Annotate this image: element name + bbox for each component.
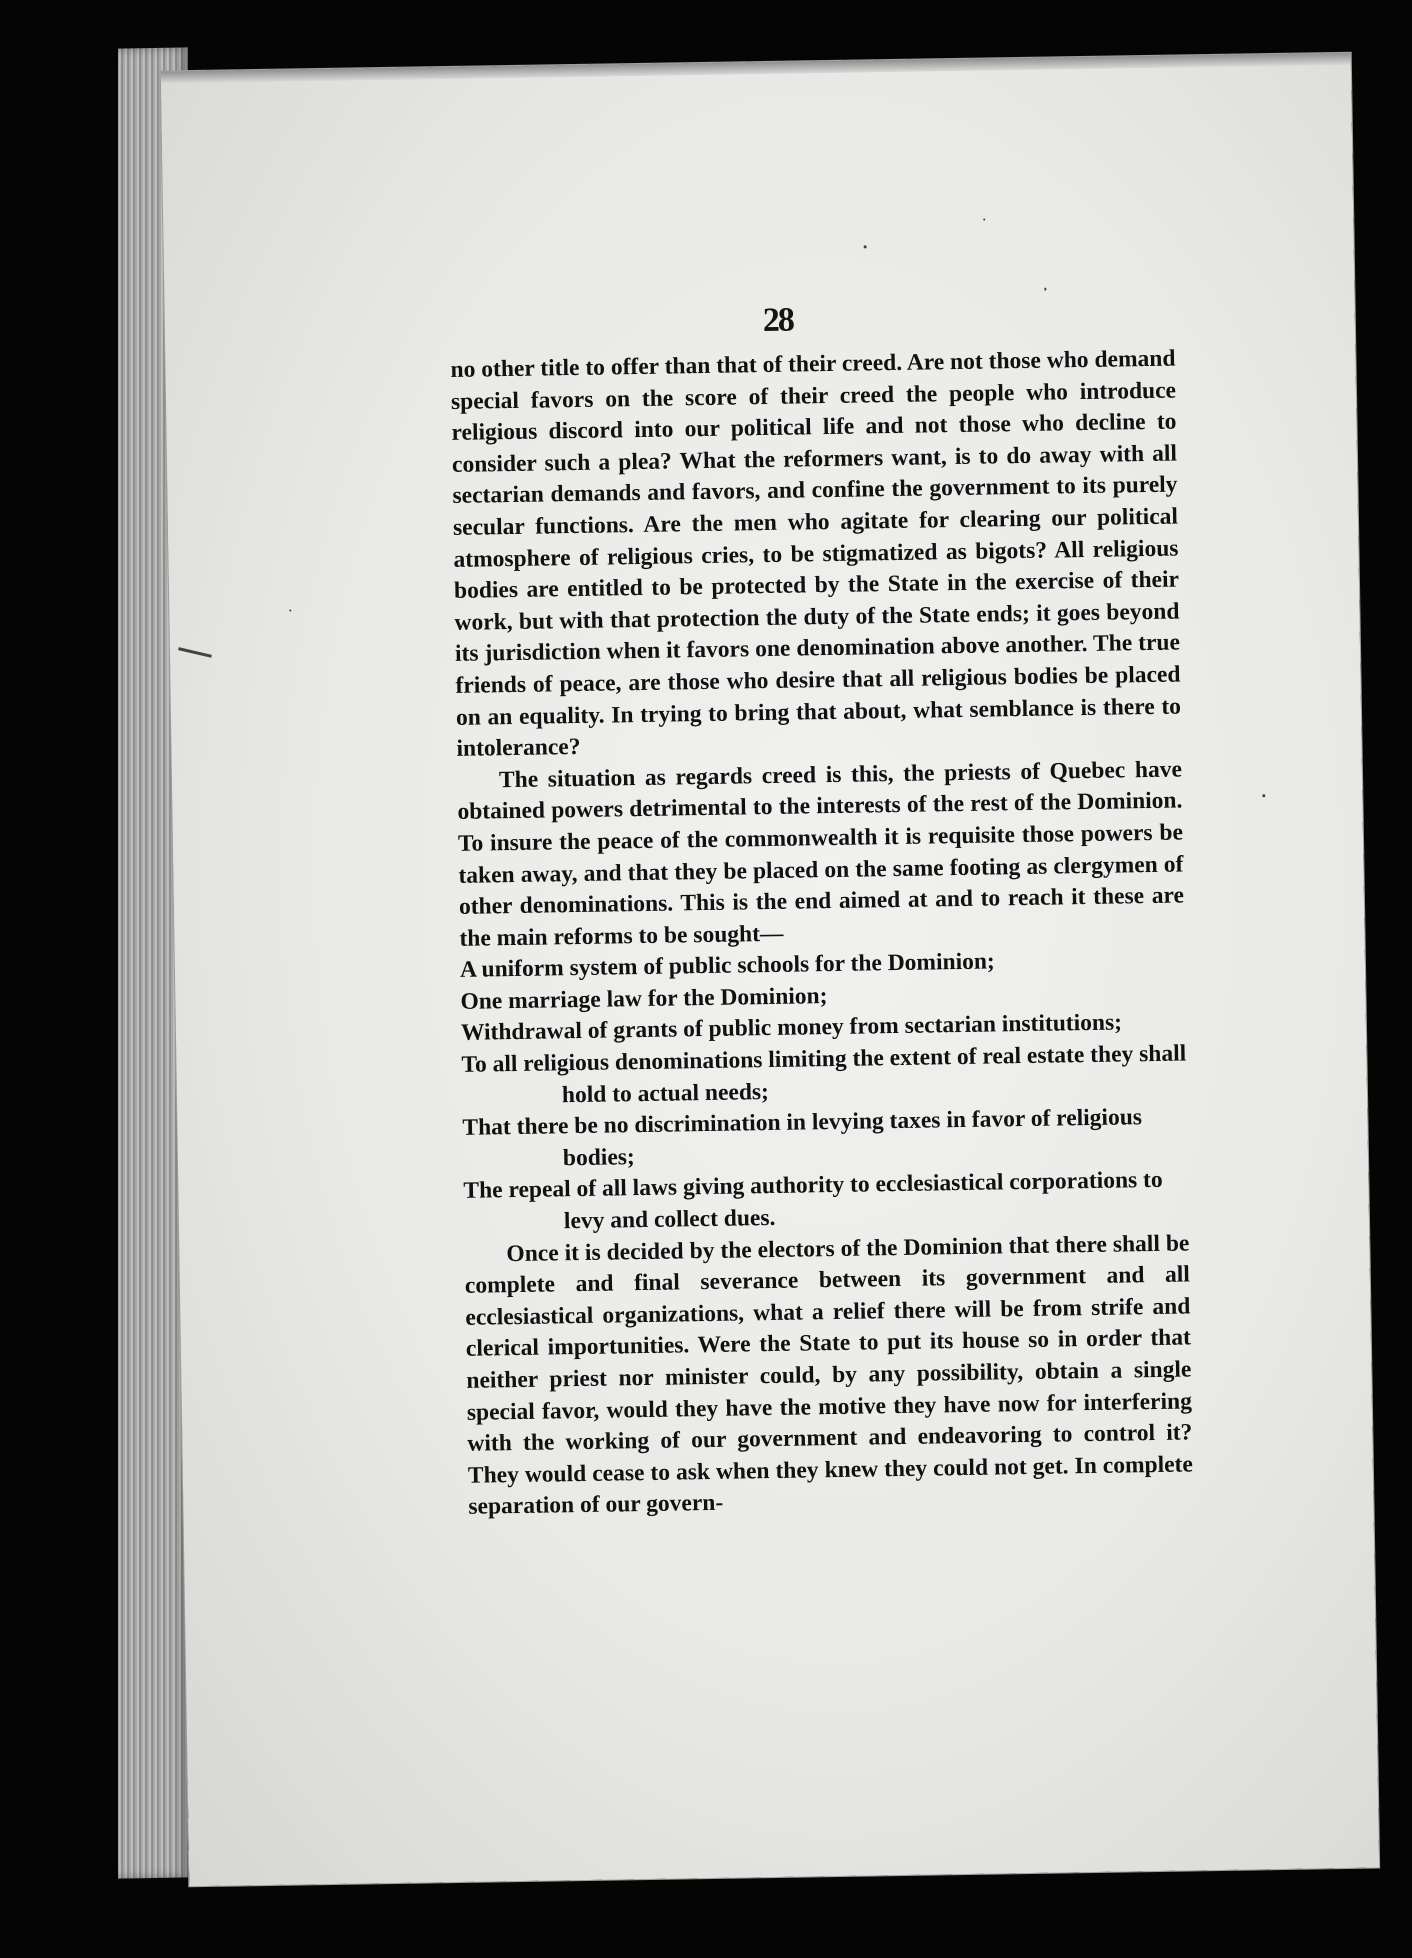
scan-speck [864,245,867,248]
scan-speck [1044,288,1046,291]
reform-item: A uniform system of public schools for the Dominion; [459,948,995,984]
paragraph-2: The situation as regards creed is this, the priests of Quebec have obtained powers detrimental to the interests of the rest of the Dominion. To insure the peace of the commonwealth it is requisite those powers be taken away, and that they be placed on the same footing as clergymen of other denominations. This is the end aimed at and to reach it these are the main reforms to be sought— [457,756,1185,952]
margin-mark [178,647,212,658]
scan-speck [1262,794,1265,797]
closing-paragraph: Once it is decided by the electors of the Dominion that there shall be complete and final severance between its government and all ecclesiastical organizations, what a relief there will be from strife and clerical importunities. Were the State to put its house so in order that neither priest nor minister could, by any possibility, obtain a single special favor, would they have the motive they have now for interfering with the working of our government and endeavoring to control it? They would cease to ask when they knew they could not get. In complete separation of our govern- [464,1230,1194,1521]
scan-speck [983,219,985,221]
body-text [450,344,1193,1524]
reform-item: To all religious denominations limiting the extent of real estate they shall hold to actual needs; [461,1040,1187,1108]
paragraph-1: no other title to offer than that of their creed. Are not those who demand special favors on the score of their creed the people who introduce religious discord into our political life and not those who decline to consider such a plea? What the reformers want, is to do away with all sectarian demands and favors, and confine the government to its purely secular functions. Are the men who agitate for clearing our political atmosphere of religious cries, to be stigmatized as bigots? All religious bodies are entitled to be protected by the State in the exercise of their work, but with that protection the duty of the State ends; it goes beyond its jurisdiction when it favors one denomination above another. The true friends of peace, are those who desire that all religious bodies be placed on an equality. In trying to bring that about, what semblance is there to intolerance? [450,345,1182,763]
reforms-list [460,944,1189,1240]
reform-item: One marriage law for the Dominion; [460,982,828,1015]
reform-item: The repeal of all laws giving authority to ecclesiastical corporations to levy and collect dues. [463,1167,1163,1235]
page-top-edge [161,53,1351,84]
scanned-page [161,53,1379,1886]
reform-item: Withdrawal of grants of public money from sectarian institutions; [460,1009,1123,1047]
reform-item: That there be no discrimination in levying taxes in favor of religious bodies; [462,1104,1143,1172]
page-number: 28 [762,301,794,340]
scan-speck [289,609,291,611]
